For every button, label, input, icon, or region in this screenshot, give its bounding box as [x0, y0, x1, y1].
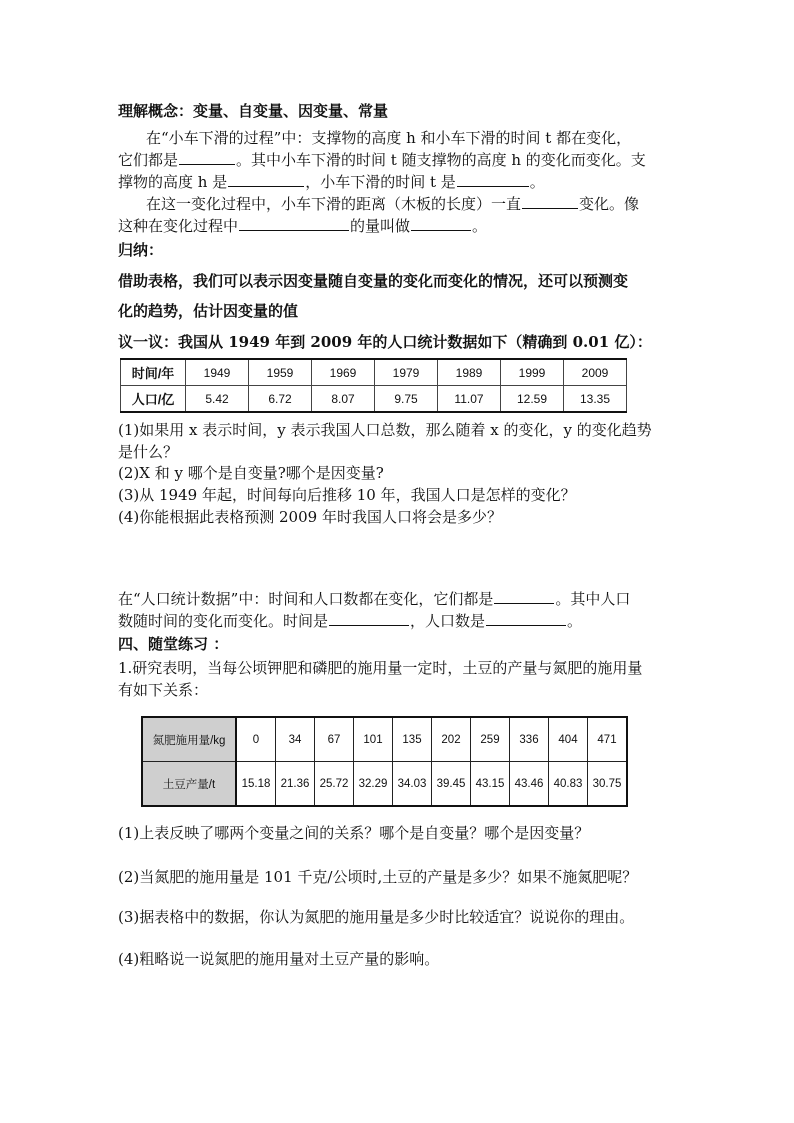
- concept-line-4: 在这一变化过程中，小车下滑的距离（木板的长度）一直 变化。像: [146, 195, 640, 213]
- concept-line-2: 它们都是 。其中小车下滑的时间 t 随支撑物的高度 h 的变化而变化。支: [118, 151, 646, 169]
- answer-blank[interactable]: [411, 216, 471, 231]
- table-cell: 15.18: [236, 762, 276, 807]
- table-cell: 12.59: [501, 386, 564, 413]
- table-cell: 1999: [501, 359, 564, 386]
- table-cell: 34: [276, 717, 315, 762]
- practice-question-3: (3)据表格中的数据，你认为氮肥的施用量是多少时比较适宜？说说你的理由。: [118, 908, 635, 926]
- table-cell: 43.15: [471, 762, 510, 807]
- table-cell: 21.36: [276, 762, 315, 807]
- table-cell: 1949: [186, 359, 249, 386]
- table-cell: 13.35: [564, 386, 627, 413]
- table-header-cell: 氮肥施用量/kg: [142, 717, 236, 762]
- table-cell: 336: [510, 717, 549, 762]
- answer-blank[interactable]: [329, 611, 409, 626]
- concept-line-1: 在“小车下滑的过程”中：支撑物的高度 h 和小车下滑的时间 t 都在变化，: [146, 129, 632, 147]
- practice-question-4: (4)粗略说一说氮肥的施用量对土豆产量的影响。: [118, 950, 440, 968]
- table-cell: 6.72: [249, 386, 312, 413]
- answer-blank[interactable]: [239, 216, 349, 231]
- table-cell: 34.03: [393, 762, 432, 807]
- concept-title: 理解概念：变量、自变量、因变量、常量: [118, 102, 389, 120]
- table-row: [121, 359, 627, 386]
- table-cell: 1969: [312, 359, 375, 386]
- discuss-question-1b: 是什么？: [118, 443, 179, 461]
- table-header-cell: 时间/年: [121, 359, 186, 386]
- table-cell: 11.07: [438, 386, 501, 413]
- practice-question-2: (2)当氮肥的施用量是 101 千克/公顷时,土豆的产量是多少？如果不施氮肥呢？: [118, 868, 638, 886]
- answer-blank[interactable]: [522, 194, 578, 209]
- table-cell: 9.75: [375, 386, 438, 413]
- table-cell: 30.75: [588, 762, 628, 807]
- table-header-cell: 土豆产量/t: [142, 762, 236, 807]
- table-row: [142, 762, 627, 807]
- table-cell: 101: [354, 717, 393, 762]
- table-cell: 67: [315, 717, 354, 762]
- discuss-title: 议一议：我国从 1949 年到 2009 年的人口统计数据如下（精确到 0.01 亿）：: [118, 333, 652, 351]
- discuss-question-2: (2)X 和 y 哪个是自变量?哪个是因变量?: [118, 464, 384, 482]
- table-cell: 39.45: [432, 762, 471, 807]
- table-cell: 135: [393, 717, 432, 762]
- concept-line-3: 撑物的高度 h 是 ，小车下滑的时间 t 是 。: [118, 173, 545, 191]
- table-cell: 2009: [564, 359, 627, 386]
- table-cell: 8.07: [312, 386, 375, 413]
- discuss-question-1a: (1)如果用 x 表示时间，y 表示我国人口总数，那么随着 x 的变化，y 的变化趋势: [118, 421, 652, 439]
- table-cell: 5.42: [186, 386, 249, 413]
- table-cell: 404: [549, 717, 588, 762]
- table-header-cell: 人口/亿: [121, 386, 186, 413]
- table-cell: 0: [236, 717, 276, 762]
- table-row: [142, 717, 627, 762]
- table-cell: 471: [588, 717, 628, 762]
- table-cell: 25.72: [315, 762, 354, 807]
- summary-title: 归纳：: [118, 241, 164, 259]
- table-row: [121, 386, 627, 413]
- summary-line-1: 借助表格，我们可以表示因变量随自变量的变化而变化的情况，还可以预测变: [118, 272, 629, 290]
- table-cell: 1959: [249, 359, 312, 386]
- practice-question-1: (1)上表反映了哪两个变量之间的关系？哪个是自变量？哪个是因变量？: [118, 824, 590, 842]
- table-cell: 1979: [375, 359, 438, 386]
- concept-line-5: 这种在变化过程中 的量叫做 。: [118, 217, 488, 235]
- fertilizer-table: [141, 716, 628, 807]
- table-cell: 32.29: [354, 762, 393, 807]
- discuss-question-4: (4)你能根据此表格预测 2009 年时我国人口将会是多少？: [118, 508, 502, 526]
- practice-line-1a: 1.研究表明，当每公顷钾肥和磷肥的施用量一定时，土豆的产量与氮肥的施用量: [118, 659, 643, 677]
- answer-blank[interactable]: [486, 611, 566, 626]
- table-cell: 202: [432, 717, 471, 762]
- pop-concept-line-2: 数随时间的变化而变化。时间是 ，人口数是 。: [118, 612, 583, 630]
- answer-blank[interactable]: [179, 150, 235, 165]
- table-cell: 259: [471, 717, 510, 762]
- answer-blank[interactable]: [457, 172, 529, 187]
- practice-line-1b: 有如下关系：: [118, 681, 209, 699]
- pop-concept-line-1: 在“人口统计数据”中：时间和人口数都在变化，它们都是 。其中人口: [118, 590, 631, 608]
- table-cell: 1989: [438, 359, 501, 386]
- table-cell: 40.83: [549, 762, 588, 807]
- answer-blank[interactable]: [494, 589, 554, 604]
- summary-line-2: 化的趋势，估计因变量的值: [118, 302, 299, 320]
- table-cell: 43.46: [510, 762, 549, 807]
- practice-title: 四、随堂练习 ：: [118, 635, 229, 653]
- population-table: [120, 358, 627, 413]
- discuss-question-3: (3)从 1949 年起，时间每向后推移 10 年，我国人口是怎样的变化？: [118, 486, 576, 504]
- answer-blank[interactable]: [228, 172, 304, 187]
